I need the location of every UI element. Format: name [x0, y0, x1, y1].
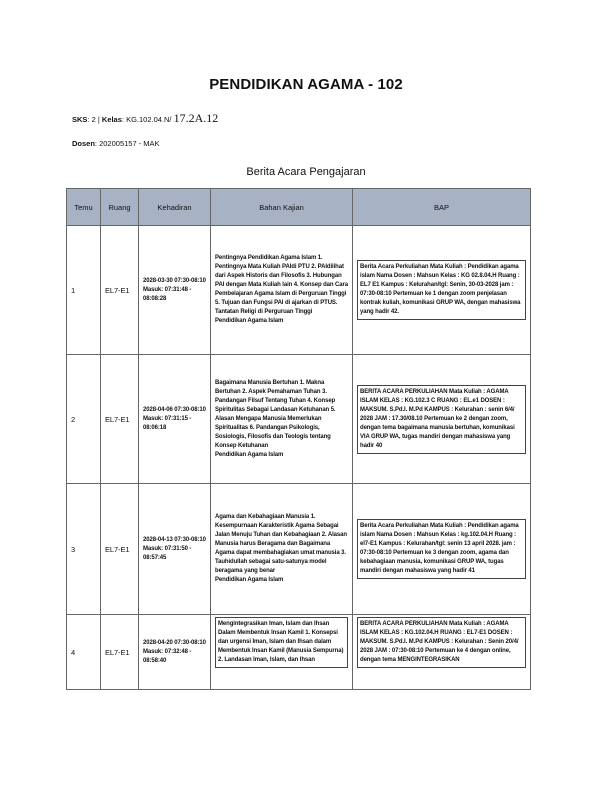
cell-temu: 3	[67, 484, 101, 615]
dosen-label: Dosen	[72, 139, 95, 148]
dosen-line	[72, 139, 160, 148]
cell-bahan-kajian	[211, 355, 353, 484]
cell-kehadiran: 2028-04-20 07:30-08:10 Masuk: 07:32:48 - 08:58:40	[139, 615, 211, 690]
cell-bap	[353, 226, 531, 355]
table-row	[67, 484, 531, 615]
table-row	[67, 226, 531, 355]
course-title: PENDIDIKAN AGAMA - 102	[209, 76, 403, 93]
cell-ruang: EL7-E1	[101, 226, 139, 355]
cell-bap	[353, 615, 531, 690]
bap-text: BERITA ACARA PERKULIAHAN Mata Kuliah : AGAMA ISLAM KELAS : KG.102.04.H RUANG : EL7-E1 DOSEN : MAKSUM. S.Pd.I. M.Pd KAMPUS : Kelurahan : Senin 20/4/ 2028 JAM : 07:30-08:10 Pertemuan ke 4 dengan online, dengan tema MENGINTEGRASIKAN	[357, 617, 526, 668]
bahan-footer: Pendidikan Agama Islam	[215, 318, 284, 324]
sks-kelas-line	[72, 111, 218, 126]
section-subtitle: Berita Acara Pengajaran	[246, 166, 366, 178]
header-temu: Temu	[67, 189, 101, 226]
cell-kehadiran: 2028-04-13 07:30-08:10 Masuk: 07:31:50 - 08:57:45	[139, 484, 211, 615]
bap-text: Berita Acara Perkuliahan Mata Kuliah : Pendidikan agama islam Nama Dosen : Mahsun Kelas : kg.102.04.H Ruang : el7-E1 Kampus : Kelurahan/tgl: senin 13 april 2028. jam : 07:30-08:10 Pertemuan ke 3 dengan zoom, agama dan kebahagiaan manusia, komunikasi GRUP WA, tugas mandiri dengan mahasiswa yang hadir 41	[357, 519, 526, 579]
bap-text: Berita Acara Perkuliahan Mata Kuliah : Pendidikan agama islam Nama Dosen : Mahsun Kelas : KG 02.8.04.H Ruang : EL7 E1 Kampus : Kelurahan/tgl: Senin, 30-03-2028 jam : 07:30-08:10 Pertemuan ke 1 dengan zoom penjelasan kontrak kuliah, komunikasi GRUP WA, dengan mahasiswa yang hadir 42.	[357, 260, 526, 320]
bahan-text: Mengintegrasikan Iman, Islam dan Ihsan Dalam Membentuk Insan Kamil 1. Konsepsi dan urgensi Iman, Islam dan Ihsan dalam Membentuk Insan Kamil (Manusia Sempurna) 2. Landasan Iman, Islam, dan Ihsan	[215, 617, 348, 668]
cell-ruang: EL7-E1	[101, 355, 139, 484]
cell-bahan-kajian	[211, 615, 353, 690]
kelas-label: Kelas	[101, 115, 122, 124]
bap-text: BERITA ACARA PERKULIAHAN Mata Kuliah : AGAMA ISLAM KELAS : KG.102.3 C RUANG : EL.e1 DOSEN : MAKSUM. S.Pd.I. M.Pd KAMPUS : Kelurahan : senin 6/4/ 2028 JAM : 17.30/08.10 Pertemuan ke 2 dengan zoom, dengan tema bagaimana manusia bertuhan, komunikasi VIA GRUP WA, tugas mandiri dengan mahasiswa yang hadir 40	[357, 385, 526, 454]
cell-kehadiran: 2028-03-30 07:30-08:10 Masuk: 07:31:48 - 08:08:28	[139, 226, 211, 355]
kelas-value: : KG.102.04.N/	[121, 115, 172, 124]
table-row	[67, 355, 531, 484]
cell-temu: 1	[67, 226, 101, 355]
header-kehadiran: Kehadiran	[139, 189, 211, 226]
cell-bahan-kajian	[211, 484, 353, 615]
cell-ruang: EL7-E1	[101, 615, 139, 690]
bahan-footer: Pendidikan Agama Islam	[215, 577, 284, 583]
bahan-footer: Pendidikan Agama Islam	[215, 451, 284, 458]
bap-table	[66, 188, 531, 690]
bahan-text: Agama dan Kebahagiaan Manusia 1. Kesempurnaan Karakteristik Agama Sebagai Jalan Menuju Tuhan dan Kebahagiaan 2. Alasan Manusia harus Beragama dan Bagaimana Agama dapat membahagiakan umat manusia 3. Tauhidullah sebagai satu-satunya model beragama yang benar	[215, 514, 347, 574]
header-bap: BAP	[353, 189, 531, 226]
bahan-text: Bagaimana Manusia Bertuhan 1. Makna Bertuhan 2. Aspek Pemahaman Tuhan 3. Pandangan Filsuf Tentang Tuhan 4. Konsep Spiritulitas Sebagai Landasan Ketuhanan 5. Alasan Mengapa Manusia Memerlukan Spiritualitas 6. Pandangan Psikologis, Sosiologis, Filosofis dan Teologis tentang Konsep Ketuhanan	[215, 379, 336, 449]
cell-bahan-kajian	[211, 226, 353, 355]
cell-kehadiran: 2028-04-06 07:30-08:10 Masuk: 07:31:15 - 08:06:18	[139, 355, 211, 484]
cell-ruang: EL7-E1	[101, 484, 139, 615]
dosen-value: : 202005157 - MAK	[94, 139, 160, 148]
cell-temu: 2	[67, 355, 101, 484]
header-ruang: Ruang	[101, 189, 139, 226]
table-row	[67, 615, 531, 690]
cell-bap	[353, 355, 531, 484]
header-bahan-kajian: Bahan Kajian	[211, 189, 353, 226]
table-header-row	[67, 189, 531, 226]
bahan-text: Pentingnya Pendidikan Agama Islam 1. Pentingnya Mata Kuliah PAIdi PTU 2. PAIdilihat dari Aspek Historis dan Filosofis 3. Hubungan PAI dengan Mata Kuliah lain 4. Konsep dan Cara Pembelajaran Agama Islam di Perguruan Tinggi 5. Tujuan dan Fungsi PAI di ajarkan di PTUS. Tantatan Religi di Perguruan Tinggi	[215, 255, 348, 315]
cell-temu: 4	[67, 615, 101, 690]
sks-value: : 2 |	[87, 115, 100, 124]
cell-bap	[353, 484, 531, 615]
kelas-extra: 17.2A.12	[173, 111, 219, 125]
sks-label: SKS	[72, 115, 88, 124]
